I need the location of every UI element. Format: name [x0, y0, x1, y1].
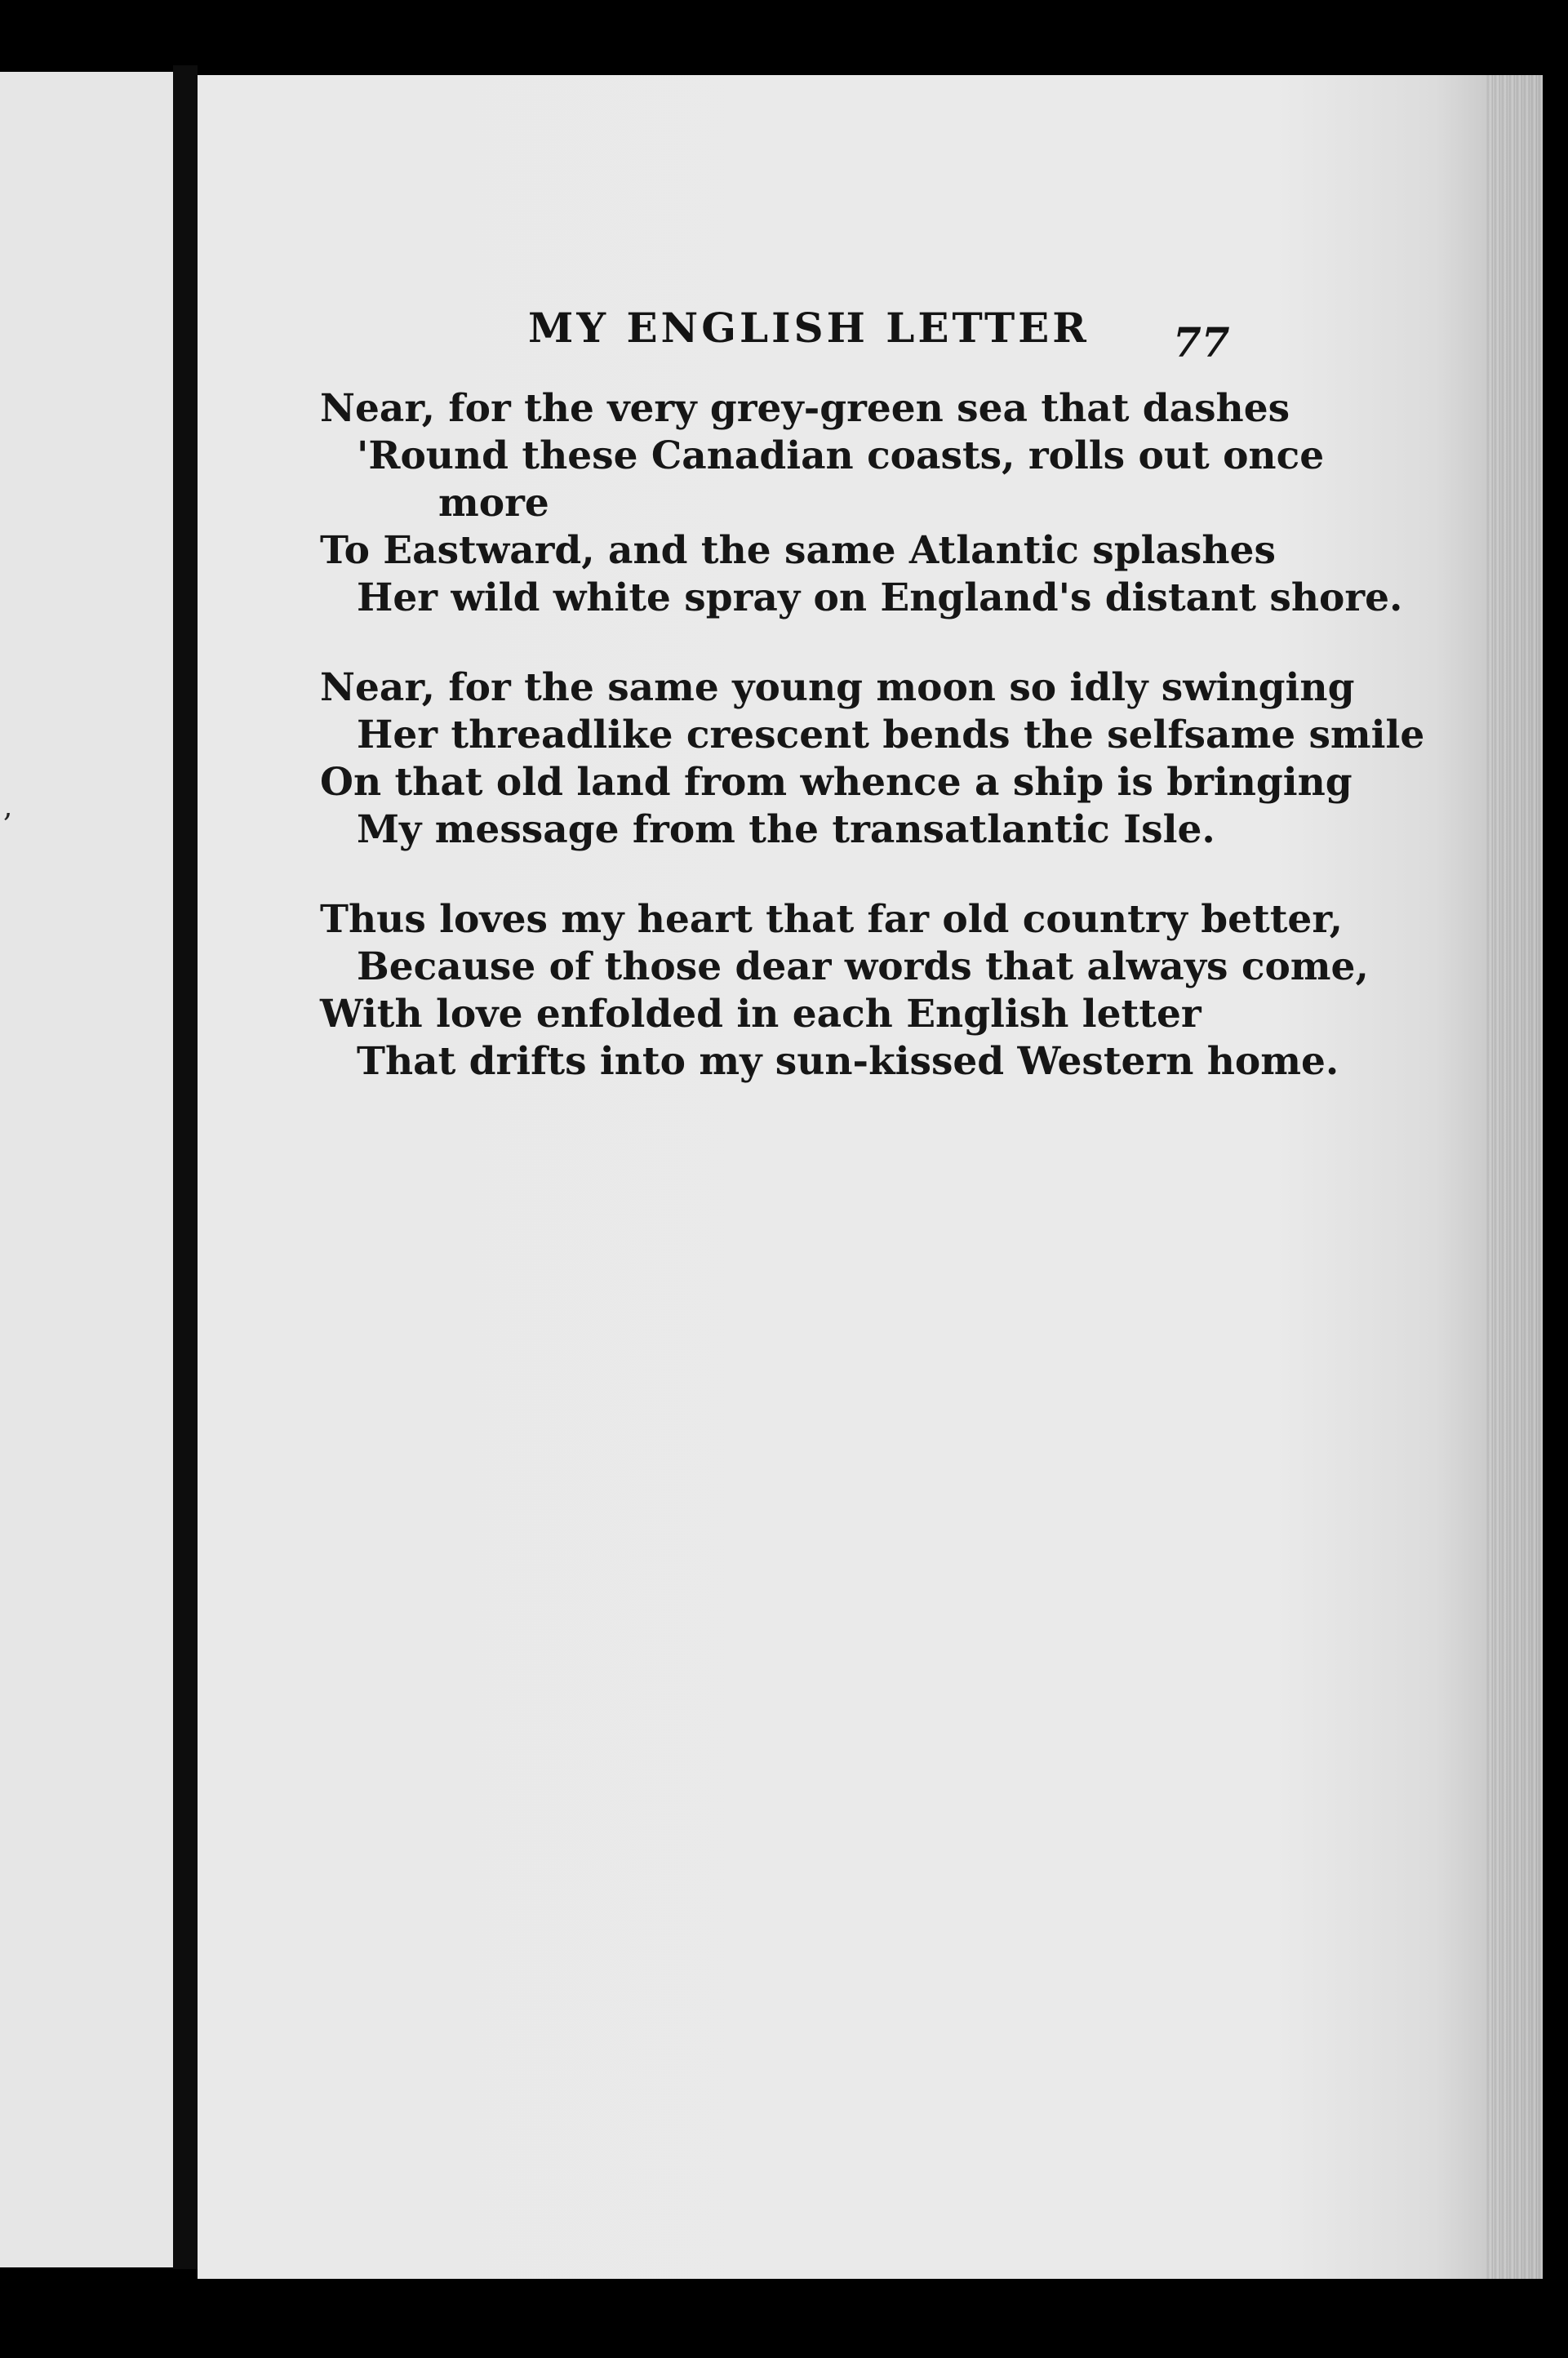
- poem-line: On that old land from whence a ship is bringing: [320, 760, 1353, 805]
- poem-line: Thus loves my heart that far old country better,: [320, 897, 1344, 942]
- page-title: MY ENGLISH LETTER: [528, 304, 1090, 352]
- poem-line: With love enfolded in each English letter: [320, 992, 1202, 1037]
- book-gutter: [173, 65, 198, 2269]
- stanza-2: [320, 664, 1425, 854]
- stanza-3: [320, 896, 1381, 1086]
- poem-line: Near, for the very grey-green sea that dashes: [320, 386, 1290, 431]
- book-page: [198, 75, 1543, 2279]
- poem-line: Her wild white spray on England's distant shore.: [357, 575, 1403, 620]
- page-number: 77: [1173, 318, 1230, 366]
- poem-line: To Eastward, and the same Atlantic splashes: [320, 528, 1276, 573]
- page-edge-shadow: [1486, 75, 1543, 2279]
- poem-line: Near, for the same young moon so idly swinging: [320, 665, 1355, 710]
- running-head: [198, 304, 1543, 385]
- poem-line: more: [438, 481, 549, 526]
- left-page-mark: ,: [3, 790, 13, 824]
- left-page-fragment: [0, 72, 173, 2267]
- poem-line: Because of those dear words that always come,: [357, 944, 1369, 989]
- poem-line: Her threadlike crescent bends the selfsame smile: [357, 713, 1425, 757]
- poem-line: My message from the transatlantic Isle.: [357, 807, 1215, 852]
- poem-line: That drifts into my sun-kissed Western home.: [357, 1039, 1339, 1084]
- poem-line: 'Round these Canadian coasts, rolls out once: [357, 433, 1325, 478]
- poem: [320, 385, 1425, 1128]
- stanza-1: [320, 385, 1403, 622]
